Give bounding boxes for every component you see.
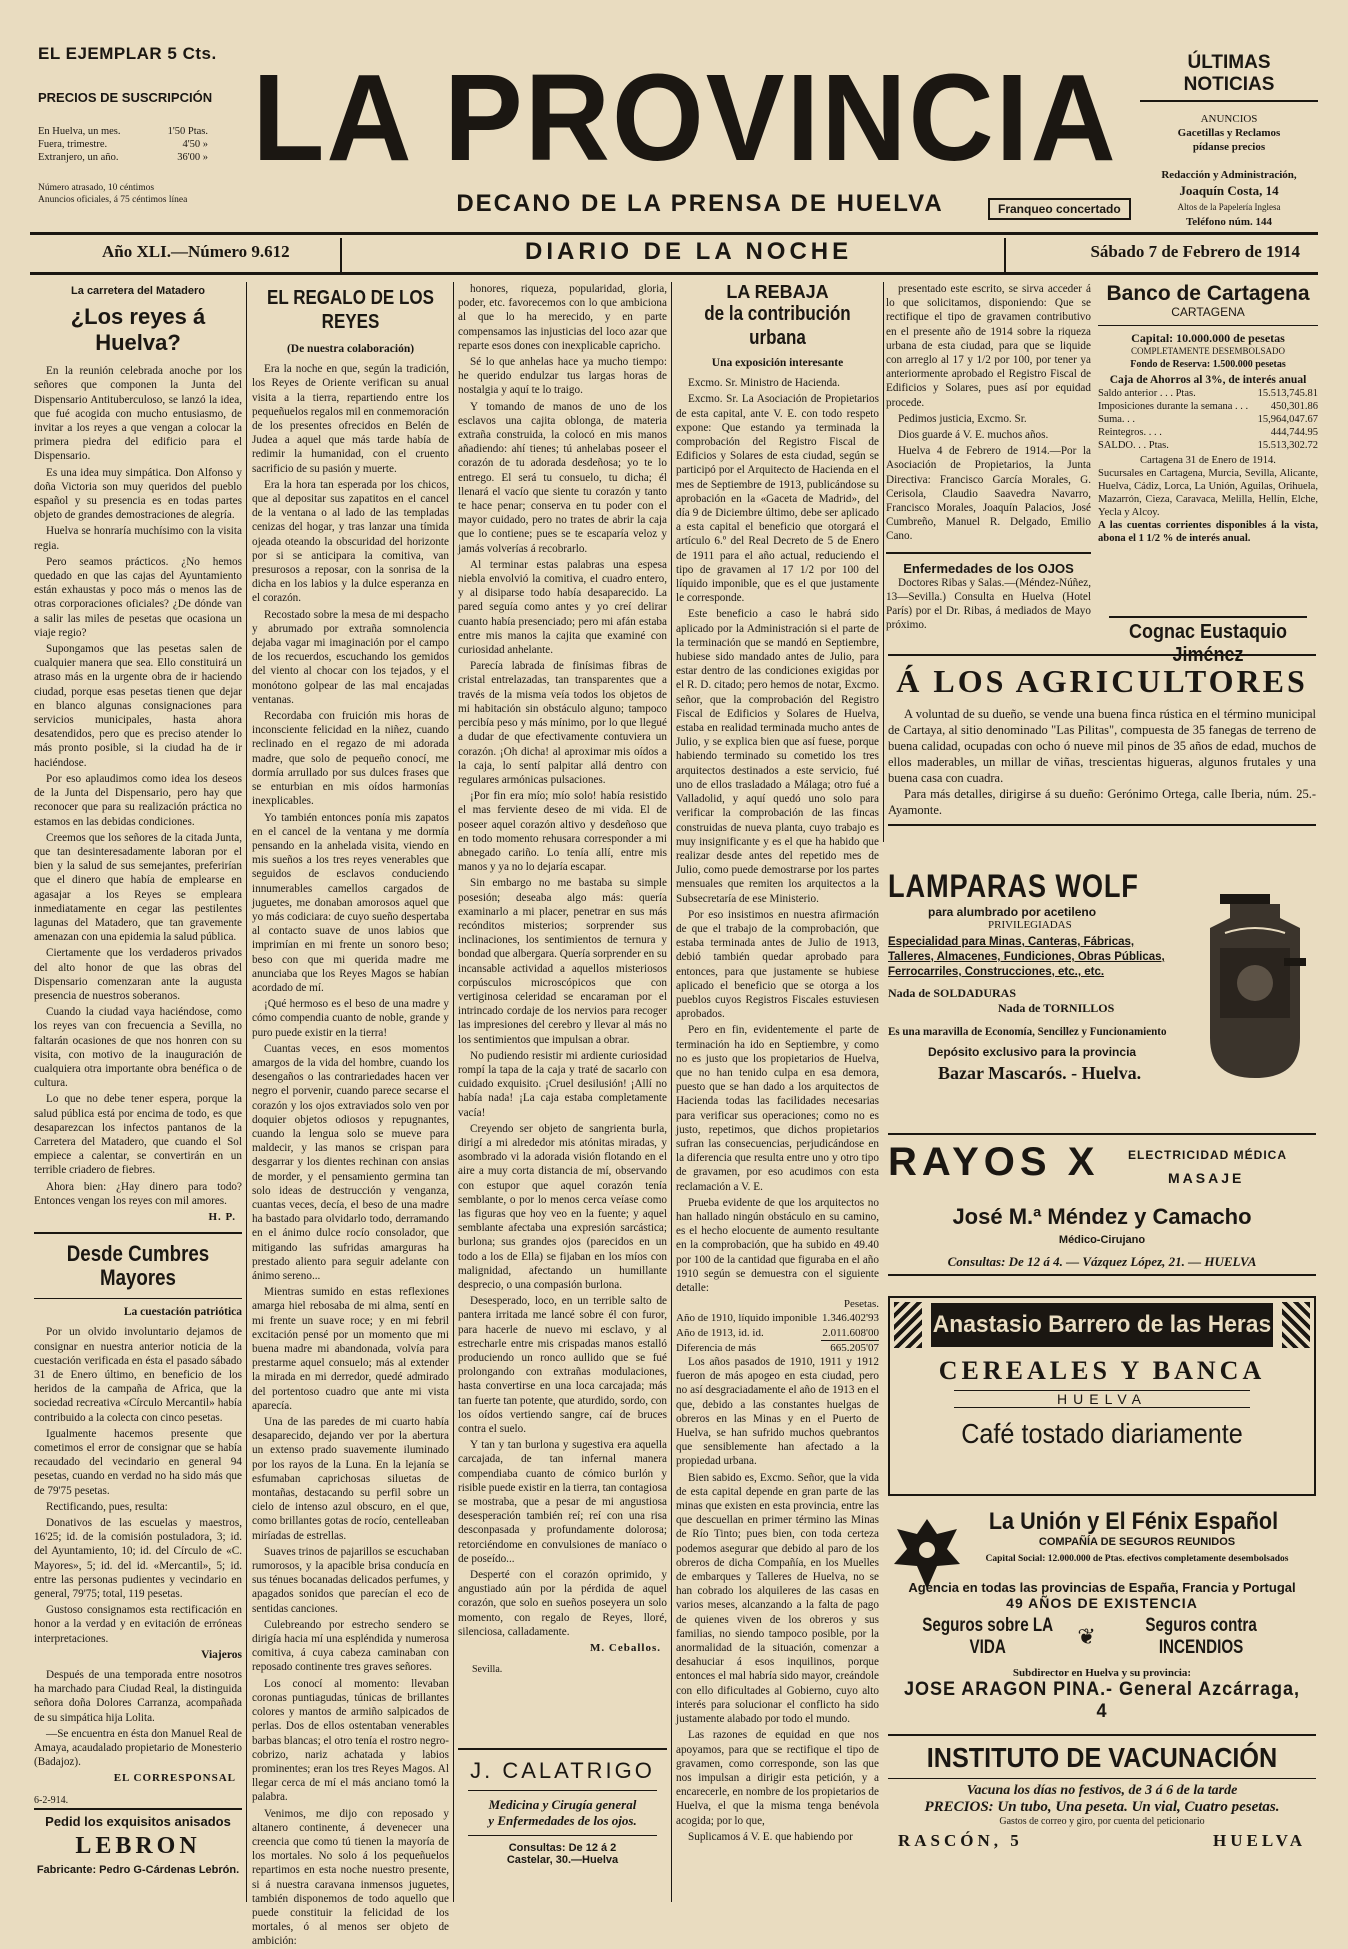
lebron-ad [34,1808,242,1876]
article-signature: H. P. [208,1210,236,1223]
article-headline: de la contribución urbana [704,303,851,349]
barrero-cafe: Café tostado diariamente [961,1418,1243,1449]
union-anos: 49 AÑOS DE EXISTENCIA [1006,1595,1198,1611]
cognac-ad: Cognac Eustaquio Jiménez [1109,616,1307,667]
column-rule [671,282,672,1902]
article-paragraph: Recostado sobre la mesa de mi despacho y abrumado por extraña somnolencia dejaba vagar mi imaginación por el campo de los recuerdos, escuchando los gemidos del viento al chocar con los tejados, y el monótono golpear de las mal encajadas ventanas. [252,608,449,706]
lebron-brand: LEBRON [75,1833,201,1859]
column-4 [676,282,879,1907]
column-3 [458,282,667,1742]
article-paragraph: Suaves trinos de pajarillos se escuchaban rumorosos, y la apacible brisa conducía en sus ténues bocanadas delicados perfumes, y apagados sonidos que parecían el eco de sentidas canciones. [252,1545,449,1615]
article-paragraph: Supongamos que las pesetas salen de cualquier manera que sea. Ello constituirá un atraso más en la urgente obra de ir haciendo ciudad, porque esas pesetas tienen que dejar en blanco algunas consignaciones para servicios municipales, hasta ahora desatendidos, pero que es preciso atender lo más pronto posible, si la ciudad ha de ir haciéndose. [34,643,242,769]
article-paragraph: Cuantas veces, en esos momentos amargos de la vida del hombre, cuando los desengaños o las contrariedades hacen ver negro el porvenir, cuando parece secarse el corazón y los ojos extraviados solo ven por doquier objetos odiosos y repugnantes, cuando la lengua solo se mueve para maldecir, y las manos se crispan para desgarrar y los dientes rechinan con ansias de morder, y el pensamiento germina tan solo ideas de destrucción y venganza, cuantas veces, decía, el beso de una madre ha bastado para olvidarlo todo, derramando en el ánimo dulce rocío consolador, que mitigando las sufridas amarguras ha prestado aliento para seguir adelante con ánimo sereno... [252,1042,449,1282]
subscription-row: Fuera, trimestre. 4'50 » [38,139,208,150]
article-paragraph: Pero seamos prácticos. ¿No hemos quedado en que las cajas del Ayuntamiento están exhaustas y poco más o menos las de otras corporaciones oficiales? ¿De dónde van a salir las miles de pesetas que ocasiona un viaje regio? [34,555,242,639]
masthead-rule-top [30,232,1318,235]
article-paragraph: Desesperado, loco, en un terrible salto de pantera irritada me lancé sobre él con furor, para hacerle de nuevo mi esclavo, y al estrecharle entre mis crispadas manos estalló produciendo un ronco aullido que se fué prolongando con extrañas modulaciones, hasta convertirse en una loca carcajada; más tan fuerte tan potente, que aturdido, sordo, con los oídos vertiendo sangre, caí de bruces contra el suelo. [458,1295,667,1436]
union-sub: COMPAÑÍA DE SEGUROS REUNIDOS [1038,1536,1236,1548]
article-paragraph: presentado este escrito, se sirva acceder á lo que solicitamos, disponiendo: Que se rectifique el tipo de gravamen contributivo en el presente año de 1914 sobre la riqueza urbana de esta ciudad, para que se liquide con arreglo al 17 y 1/2 por 100, por tener ya anteriormente aprobado el Registro Fiscal de Edificios y Solares, pues así por equidad procede. [886,283,1091,409]
calatrigo-consultas: Consultas: De 12 á 2 [508,1842,617,1854]
article-paragraph: Creyendo ser objeto de sangrienta burla, dirigí a mi alrededor mis atónitas miradas, y asombrado vi la adorada visión flotando en el aire a muy corta distancia de mí, observando con estupor que aquel corazón tenía semblante, o por lo menos cerca veíase como las figuras que hoy veo en la fuente; y aquel semblante afectaba una expresión sarcástica; burlona; sus grandes ojos (parecidos en un todo a los de Ella) se fijaban en los míos con malignidad, afectando un humillante desprecio, o una compasión burlona. [458,1122,667,1292]
banco-caja: Caja de Ahorros al 3%, de interés anual [1109,374,1307,386]
article-paragraph: Igualmente hacemos presente que cometimos el error de consignar que se había recaudado del vecindario en general 94 pesetas, cuando en verdad no ha sido más que de 79'75 pesetas. [34,1427,242,1497]
article-paragraph: Ciertamente que los verdaderos privados del alto honor de que las obras del Dispensario comenzaran ante la augusta presencia de nuestros soberanos. [34,947,242,1002]
article-place: Sevilla. [472,1664,503,1676]
value-table [676,1311,879,1355]
article-paragraph: ¡Por fin era mío; mío solo! había resistido el mas ferviente deseo de mi vida. El de poseer aquel corazón altivo y desdeñoso que en todo momento rehusara corresponder a mi abnegado cariño. Lo tenía allí, entre mis manos y ya no lo dejaría escapar. [458,790,667,874]
union-incendios: Seguros contra INCENDIOS [1145,1615,1257,1658]
article-paragraph: Y tomando de manos de uno de los esclavos una cajita oblonga, de materia extraña construida, la colocó en mis manos añadiendo: ahí tienes; tú anhelabas poseer el corazón de tu adorada desdeñosa; yo te lo entrego. El será tu consuelo, tu dicha; él llenará el vacío que siente tu corazón y tanto te hace penar; conserva en tu poder con el mayor cuidado, pero no trates de abrir la caja que lo contiene; pues se te escaparía veloz y jamás volverías á recobrarlo. [458,400,667,555]
article-paragraph: Las razones de equidad en que nos apoyamos, para que se rectifique el tipo de gravamen, como corresponde, son las que nos impulsan a dirigir esta petición, y a encarecerle, en nombre de los propietarios de Huelva, el que la misma tenga benévola acogida; por lo que, [676,1729,879,1827]
wolf-uses: Especialidad para Minas, Canteras, Fábricas, Talleres, Almacenes, Fundiciones, Obras Públicas, Ferrocarriles, Construcciones, etc., etc. [888,936,1165,978]
article-paragraph: Sin embargo no me bastaba su simple posesión; deseaba algo más: quería examinarlo a mi placer, penetrar en sus más recónditos misterios; sorprender sus inclinaciones, los sentimientos de ternura y bondad que albergara. Quería sorprender en su incansable actividad a aquellos misteriosos corpúsculos microscópicos que con vertiginosa celeridad se encaraman por el intrincado cordaje de los nervios para recoger las impresiones del cerebro y llevar al más no los sentimientos que impulsan a obrar. [458,877,667,1046]
table-row: Año de 1910, líquido imponible 1.346.402'93 [676,1312,879,1325]
article-paragraph: Donativos de las escuelas y maestros, 16'25; id. de la comisión postuladora, 3; id. del Ayuntamiento, 10; id. del Círculo de «C. Mayores», 5; id. del id. «Mercantil», 5; id. entre las personas pudientes y vecindario en general, 79'75; total, 119 pesetas. [34,1517,242,1601]
instituto-title: INSTITUTO DE VACUNACIÓN [926,1742,1278,1773]
banco-nota: A las cuentas corrientes disponibles á la vista, abona el 1 1/2 % de interés anual. [1098,520,1318,544]
eagle-icon: ❦ [1077,1624,1096,1649]
article-paragraph: Es una idea muy simpática. Don Alfonso y doña Victoria son muy queridos del pueblo español y su presencia es en todas partes objeto de grandes demostraciones de alegría. [34,466,242,522]
article-paragraph: Pero en fin, evidentemente el parte de terminación ha ido en Septiembre, y como no es justo que los propietarios de Huelva, que no han tenido culpa en esa demora, puesto que se han dado a los arquitectos de Hacienda todas las facilidades necesarias para verificar sus operaciones; como no es justo, repetimos, que dichos propietarios sufran las consecuencias, perjudicándose en la diferencia que resulta entre uno y otro tipo de gravamen, por eso acudimos con esta reclamación a V. E. [676,1024,879,1193]
instituto-address: RASCÓN, 5 [898,1831,1023,1850]
calatrigo-line: y Enfermedades de los ojos. [488,1813,637,1828]
calatrigo-name: J. CALATRIGO [470,1758,655,1783]
issue-date: Sábado 7 de Febrero de 1914 [1090,242,1300,261]
table-row: SALDO. . . Ptas. 15.513,302.72 [1098,440,1318,451]
wolf-maravilla: Es una maravilla de Economía, Sencillez y Funcionamiento [888,1024,1167,1038]
banco-reserva: Fondo de Reserva: 1.500.000 pesetas [1130,359,1286,370]
article-signature: EL CORRESPONSAL [113,1772,236,1785]
table-row: Reintegros. . . . 444,744.95 [1098,427,1318,438]
union-name: La Unión y El Fénix Español [988,1508,1279,1535]
dateline-divider [1004,238,1006,272]
barrero-ad [888,1296,1316,1496]
column-rule [246,282,247,1902]
article-paragraph: ¡Qué hermoso es el beso de una madre y cómo compendia cuanto de noble, grande y puro puede existir en la tierra! [252,998,449,1039]
wolf-deposito: Depósito exclusivo para la provincia [928,1045,1137,1059]
franqueo-stamp: Franqueo concertado [988,198,1131,220]
anuncios-info: ANUNCIOS Gacetillas y Reclamos pídanse precios [1177,113,1281,153]
barrero-name: Anastasio Barrero de las Heras [931,1303,1273,1347]
instituto-city: HUELVA [1213,1831,1306,1850]
ojos-ad-text: Doctores Ribas y Salas.—(Méndez-Núñez, 13—Sevilla.) Consulta en Huelva (Hotel París) por el Dr. Ribas, á mediados de Mayo próximo. [886,576,1091,632]
article-paragraph: Por eso insistimos en nuestra afirmación de que el trabajo de la comprobación, que estaba terminada antes de Julio de 1913, debió también quedar aprobado para entonces, para que justamente se hubiese aplicado el beneficio que se otorga a los pueblos cuyos Registros Fiscales estuviesen aprobados. [676,908,879,1021]
calatrigo-ad [458,1748,667,1866]
article-paragraph: Excmo. Sr. La Asociación de Propietarios de esta capital, ante V. E. con todo respeto expone: Que estando ya terminada la comprobación del Registro Fiscal de Edificios y Solares de esta ciudad, según se participó por el Arquitecto de Hacienda en el mes de Septiembre de 1913, publicándose su aprobación en la «Gaceta de Madrid», del día 9 de Diciembre último, debe ser aplicado a esta capital el beneficio que otorgará el artículo 6.º del Real Decreto de 5 de Enero de 1911 para el año actual, reduciendo el tipo de gravamen al 17 1/2 por 100 del líquido imponible, que es el que justamente le corresponde. [676,393,879,605]
union-capital: Capital Social: 12.000.000 de Ptas. efectivos completamente desembolsados [985,1554,1289,1564]
wolf-title: LAMPARAS WOLF [888,868,1139,904]
article-paragraph: Y tan y tan burlona y sugestiva era aquella carcajada, de tan infernal manera compendiaba cuanto de cómico burlón y risible puede existir en la tierra, tan contagiosa se mostraba, que a pesar de mi angustiosa desesperación también reí; reí con una risa desconpasada y profundamente dolorosa; retorciéndome en convulsiones de maníaco o de poseído... [458,1439,667,1565]
article-paragraph: Parecía labrada de finísimas fibras de cristal entrelazadas, tan transparentes que a través de la misma veía todos los objetos de mi habitación sin obstáculo alguno; tampoco percibía peso y más mínimo, por lo que llegué a dudar de que efectivamente contuviera un corazón. ¡Oh dicha! al aproximar mis oídos a la caja, lo sentí palpitar allá dentro con regulares armónicas pulsaciones. [458,660,667,786]
redaccion-info: Redacción y Administración, Joaquín Costa, 14 Altos de la Papelería Inglesa Teléfono núm. 144 [1161,169,1297,228]
agricultores-title: Á LOS AGRICULTORES [896,663,1308,699]
banco-table [1098,387,1318,452]
article-paragraph: Venimos, me dijo con reposado y altanero continente, á devenecer una creencia que como tú tienen la mayoría de los mortales. No solo á los pequeñuelos repartimos en esta noche nuestro presente, si á nuestra caravana inmensos juguetes, también disponemos de todo aquello que puede constituir la felicidad de los mortales, ó al menos ser objeto de ambición: [252,1807,449,1948]
article-paragraph: Huelva 4 de Febrero de 1914.—Por la Asociación de Propietarios, la Junta Directiva: Francisco García Morales, G. Cerisola, Claudio Saavedra Navarro, Francisco Morales, Joaquín Palacios, José Cumbreño, Manuel R. Delgado, Emilio Cano. [886,445,1091,543]
lamp-illustration [1200,888,1310,1088]
article-separator [886,552,1091,554]
union-agencias: Agencia en todas las provincias de España, Francia y Portugal [908,1580,1296,1595]
union-subdirector: Subdirector en Huelva y su provincia: [1012,1667,1192,1679]
masthead-right-box [1140,52,1318,230]
banco-capital: Capital: 10.000.000 de pesetas [1131,331,1285,345]
rayos-doctor: José M.ª Méndez y Camacho [952,1204,1252,1229]
subscription-row: Extranjero, un año. 36'00 » [38,152,208,163]
rayos-elec: ELECTRICIDAD MÉDICA [1128,1148,1287,1162]
masthead [30,30,1318,230]
instituto-line: PRECIOS: Un tubo, Una peseta. Un vial, Cuatro pesetas. [924,1799,1280,1815]
banco-ad [1098,282,1318,612]
instituto-ad [888,1734,1316,1892]
article-paragraph: Desperté con el corazón oprimido, y angustiado aún por la pérdida de aquel corazón, que solo en sueños poseyera un solo momento, con regalo de Reyes, lloré, silenciosa, calladamente. [458,1569,667,1638]
article-kicker: La carretera del Matadero [71,285,205,297]
wolf-priv: PRIVILEGIADAS [988,919,1072,931]
union-ad [888,1508,1316,1723]
newspaper-subtitle: DECANO DE LA PRENSA DE HUELVA [456,190,944,217]
column-5 [886,282,1091,654]
article-paragraph: Rectificando, pues, resulta: [46,1500,168,1513]
wolf-nada: Nada de TORNILLOS [998,1001,1115,1015]
article-paragraph: Yo también entonces ponía mis zapatos en el cancel de la ventana y me dormía pensando en la anhelada visita, viendo en mis sueños a los tres reyes venerables que seguidos de esclavos conduciendo innumerables camellos cargados de juguetes, me donaban amorosos aquel que yo más codiciara: de cuyo sueño despertaba al contacto suave de unos labios que imprimían en mi frente un sonoro beso; beso con que mi querida madre me anunciaba que los Reyes Magos se habían acordado de mí. [252,811,449,994]
article-paragraph: Al terminar estas palabras una espesa niebla envolvió la comitiva, el cuadro entero, y al disiparse todo había desaparecido. La pared seguía como antes y yo creí delirar cuanto había presenciado; pero mi afán estaba entre mis manos la cajita que examiné con curiosidad anhelante. [458,558,667,657]
article-paragraph: Por un olvido involuntario dejamos de consignar en nuestra anterior noticia de la cuestación verificada en ésta el pasado sábado 31 de Enero último, en beneficio de los heridos de la campaña de Africa, que la sociedad recreativa «Círculo Mercantil» había contribuido a la colecta con cinco pesetas. [34,1326,242,1424]
article-paragraph: Dios guarde á V. E. muchos años. [898,429,1049,442]
table-row: Saldo anterior . . . Ptas. 15.513,745.81 [1098,388,1318,399]
subscription-notes: Número atrasado, 10 céntimos Anuncios oficiales, á 75 céntimos línea [38,183,188,205]
article-subheading: Una exposición interesante [711,357,844,369]
wolf-ad [888,868,1316,1135]
instituto-line: Vacuna los días no festivos, de 3 á 6 de la tarde [966,1783,1238,1798]
union-jose: JOSE ARAGON PINA.- General Azcárraga, 4 [904,1679,1300,1722]
rayos-masaje: MASAJE [1168,1170,1245,1186]
article-paragraph: No pudiendo resistir mi ardiente curiosidad rompí la tapa de la caja y traté de sacarlo con cuidado exquisito. ¡Cruel desilusión! ¡Allí no había nada! ¡La caja estaba completamente vacía! [458,1049,667,1119]
price-per-copy: EL EJEMPLAR 5 Cts. [38,44,217,63]
article-paragraph: Gustoso consignamos esta rectificación en honor a la verdad y en evitación de erróneas interpretaciones. [34,1604,242,1645]
banco-title: Banco de Cartagena [1106,282,1310,305]
subscription-box [38,44,238,206]
article-date: 6-2-914. [34,1794,69,1806]
article-paragraph: Recordaba con fruición mis horas de inconsciente felicidad en la niñez, cuando reclinado en el regazo de mi adorada madre, que solo de pequeño conocí, me dormía arrullado por sus dulces frases que se enturbian en mis oídos harmonías inexplicables. [252,710,449,808]
wolf-bazar: Bazar Mascarós. - Huelva. [938,1063,1142,1083]
banco-city: CARTAGENA [1171,305,1245,319]
article-paragraph: Pedimos justicia, Excmo. Sr. [898,412,1027,425]
column-rule [883,282,884,842]
column-rule [453,282,454,1902]
article-paragraph: Creemos que los señores de la citada Junta, que tan desinteresadamente laboran por el bien y la salud de sus semejantes, preferirían que el dinero que había de emplearse en agasajar a los Reyes se empleara inmediatamente en cegar las pestilentes lagunas del Matadero, que tan gravemente amenazan con una epidemia la salud pública. [34,831,242,944]
article-headline: EL REGALO DE LOS REYES [267,287,434,333]
table-unit: Pesetas. [843,1298,879,1311]
article-paragraph: Mientras sumido en estas reflexiones amarga hiel rebosaba de mi alma, sentí en mi frente un suave roce; y en mi febril excitación pensé por un momento que mi buena madre mi abandonada, volvía para prestarme aquel consuelo; más al extender la mirada en mi derredor, quedé admirado del portentoso cuadro que ante mi vista aparecía. [252,1286,449,1412]
ornament-icon [1282,1302,1310,1348]
article-paragraph: Culebreando por estrecho sendero se dirigía hacia mí una espléndida y numerosa comitiva, á cuya cabeza caminaban con reposado continente tres graves señores. [252,1618,449,1674]
article-paragraph: Huelva se honraría muchísimo con la visita regia. [34,525,242,552]
article-paragraph: Después de una temporada entre nosotros ha marchado para Ciudad Real, la distinguida señora doña Dolores Carranza, acompañada de su simpática hija Lolita. [34,1669,242,1724]
newspaper-title: LA PROVINCIA [252,48,1118,188]
article-paragraph: Este beneficio a caso le habrá sido aplicado por la Administración si el parte de la terminación que se mandó en Septiembre, hubiese sido mandado antes de Julio, para estar dentro de las condiciones exigidas por el R. D. citado; pero hemos de notar, Excmo. señor, que la comprobación del Registro Fiscal de Edificios y Solares de Huelva, estaba en realidad terminada mucho antes de Julio, y se explica bien que así fuese, porque habiendo terminado su cometido los tres arquitectos destinados a este servicio, fué uno de ellos trasladado a Málaga; otro fué a Valladolid, y aquí quedó uno solo para verificar la comprobación de las fincas construidas de nueva planta, cuyo trabajo es muy insignificante y es el que ha habido que realizar desde antes del repetido mes de Julio, como puede demostrarse por los partes mensuales que remiten los arquitectos a la Subsecretaría de ese Ministerio. [676,608,879,905]
rayos-title: RAYOS X [888,1140,1100,1184]
calatrigo-address: Castelar, 30.—Huelva [506,1854,619,1866]
article-paragraph: Una de las paredes de mi cuarto había desaparecido, dejando ver por la abertura un extenso prado suavemente iluminado por los rayos de la Luna. En la lejanía se esfumaban caprichosas siluetas de montañas, destacando su perfil sobre un cielo de intenso azul obscuro, en el que, como brillantes gotas de rocío, centelleaban miríadas de estrellas. [252,1416,449,1542]
article-subheading: (De nuestra colaboración) [286,343,415,355]
dateline-divider [340,238,342,272]
rayos-consultas: Consultas: De 12 á 4. — Vázquez López, 21. — HUELVA [888,1254,1316,1276]
article-paragraph: Los años pasados de 1910, 1911 y 1912 fueron de más apogeo en esta ciudad, pero no así desgraciadamente el año de 1913 en el que, debido a las constantes huelgas de obreros en las Minas y en el Puerto de Huelva, se han sufrido muchos quebrantos que sensiblemente han afectado a la propiedad urbana. [676,1356,879,1468]
article-paragraph: Lo que no debe tener espera, porque la salud pública está por encima de todo, es que desaparezcan los infectos pantanos de la Carretera del Matadero, que cuando el Sol empiece a calentar, se convertirán en un terrible criadero de fiebres. [34,1093,242,1177]
instituto-line: Gastos de correo y giro, por cuenta del peticionario [999,1816,1205,1827]
barrero-city: HUELVA [954,1390,1250,1408]
union-vida: Seguros sobre LA VIDA [922,1615,1054,1658]
article-paragraph: En la reunión celebrada anoche por los señores que componen la Junta del Dispensario Antituberculoso, se lanzó la idea, que fué acogida con mucho entusiasmo, de invitar a los reyes a que vengan a colocar la primera piedra del edificio para el Dispensario. [34,365,242,463]
article-paragraph: Bien sabido es, Excmo. Señor, que la vida de esta capital depende en gran parte de las minas que existen en esta provincia, entre las que descuellan en primer término las Minas de Río Tinto; pues bien, con toda certeza podemos asegurar que debido al paro de los obreros de dicha Compañía, en los Muelles de embarques y Talleres de Huelva, no se han cobrado los alquileres de las casas en varios meses, alcanzando a la falta de pago de quienes viven de los obreros y sus familias, no siendo tampoco posible, por la anormalidad de la situación, comenzar a desahuciar á esos inquilinos, porque entonces el mal habría sido mayor, creándole con ello dificultades al Gobierno, cuyo alto interés para solucionar el conflicto ha sido justamente alabado por todo el mundo. [676,1471,879,1726]
agricultores-contact: Para más detalles, dirigirse á su dueño: Gerónimo Ortega, calle Iberia, núm. 25.-Ayamonte. [888,787,1316,817]
dateline [30,236,1318,272]
column-2 [252,282,449,1948]
wolf-nada: Nada de SOLDADURAS [888,986,1017,1000]
wolf-sub: para alumbrado por acetileno [928,905,1097,919]
article-paragraph: Los conocí al momento: llevaban coronas puntiagudas, túnicas de brillantes colores y mantos de armiño salpicados de perlas. Dos de ellos ostentaban venerables barbas blancas; el otro tenía el rostro negro-cobrizo, nariz achatada y labios prominentes; eran los tres Reyes Magos. Al llegar cerca de mí el más anciano tomó la palabra. [252,1677,449,1804]
calatrigo-line: Medicina y Cirugía general [488,1797,637,1812]
article-paragraph: Sé lo que anhelas hace ya mucho tiempo: he querido endulzar tus largas horas de nostalgia y aquí te lo traigo. [458,356,667,397]
banco-desembolsado: COMPLETAMENTE DESEMBOLSADO [1130,346,1286,356]
article-headline: ¿Los reyes á Huelva? [70,304,206,356]
barrero-cereales: CEREALES Y BANCA [938,1356,1266,1385]
article-paragraph: —Se encuentra en ésta don Manuel Real de Amaya, acaudalado propietario de Monesterio (Badajoz). [34,1727,242,1769]
issue-number: Año XLI.—Número 9.612 [102,242,290,261]
ultimas-noticias: ÚLTIMAS NOTICIAS [1140,52,1318,102]
rayos-ad [888,1140,1316,1280]
article-paragraph: Excmo. Sr. Ministro de Hacienda. [688,377,840,390]
subscription-title: PRECIOS DE SUSCRIPCIÓN [38,90,213,105]
lebron-ad-title: Pedid los exquisitos anisados [45,1814,231,1829]
article-headline: LA REBAJA [726,282,829,302]
banco-fecha: Cartagena 31 de Enero de 1914. [1140,455,1276,466]
article-paragraph: Cuando la ciudad vaya haciéndose, como los reyes van con frecuencia a Sevilla, no faltarán ocasiones de que nos honren con su visita, con motivo de la inauguración de cualquiera otra importante obra benéfica o de cultura. [34,1006,242,1090]
article-headline: Desde Cumbres Mayores [66,1241,210,1291]
article-paragraph: Era la hora tan esperada por los chicos, que al depositar sus zapatitos en el cancel de la ventana o al lado de las templadas cenizas del hogar, y tras lanzar una tímida ojeada oteando la obscuridad del horizonte por si se anticipara la comitiva, van presurosos a reposar, con la sonrisa de la dicha en los labios y la dulce esperanza en el corazón. [252,478,449,605]
agricultores-ad [888,654,1316,826]
masthead-rule-bottom [30,272,1318,275]
subscription-rows [38,125,238,164]
article-signature: M. Ceballos. [590,1642,661,1655]
article-separator [34,1232,242,1234]
article-separator [34,1298,242,1299]
table-row: Suma. . . 15,964,047.67 [1098,414,1318,425]
article-paragraph: Era la noche en que, según la tradición, los Reyes de Oriente verifican su anual visita a la tierra, repartiendo entre los pequeñuelos regalos mil en conmemoración de los presentes ofrecidos en Belén de Judea a aquel que más tarde había de redimir la humanidad, con el cruento sacrificio de su pasión y muerte. [252,363,449,475]
table-row: Año de 1913, id. id. 2.011.608'00 [676,1326,879,1339]
table-row: Diferencia de más 665.205'07 [676,1341,879,1354]
article-subheading: La cuestación patriótica [123,1306,242,1319]
rayos-especialidad: Médico-Cirujano [1058,1234,1146,1246]
article-paragraph: honores, riqueza, popularidad, gloria, poder, etc. favorecemos con lo que ambiciona al que lo ha merecido, y en parte compensamos las injusticias del loco azar que reparte esos dones con inexplicable capricho. [458,283,667,352]
article-paragraph: Por eso aplaudimos como idea los deseos de la Junta del Dispensario, pero hay que reconocer que para su realización práctica no estamos en las debidas condiciones. [34,772,242,828]
banco-sucursales: Sucursales en Cartagena, Murcia, Sevilla, Alicante, Huelva, Cádiz, Lorca, La Unión, Aguilas, Orihuela, Mazarrón, Cieza, Caravaca, Melilla, Hellín, Elche, Yecla y Alcoy. [1098,468,1318,518]
subscription-row: En Huelva, un mes. 1'50 Ptas. [38,126,208,137]
ornament-icon [894,1302,922,1348]
article-paragraph: Prueba evidente de que los arquitectos no han hallado ningún obstáculo en su camino, es el hecho elocuente de aumento resultante en la comprobación, que ha subido en 49.40 por 100 de la cantidad que figuraba en el año 1910 según se demuestra con el siguiente detalle: [676,1196,879,1294]
lebron-maker: Fabricante: Pedro G-Cárdenas Lebrón. [36,1864,240,1876]
article-subheading: Viajeros [201,1648,242,1661]
diario-label: DIARIO DE LA NOCHE [525,238,853,265]
table-row: Imposiciones durante la semana . . . 450,301.86 [1098,401,1318,412]
column-1 [34,282,242,1902]
article-paragraph: Ahora bien: ¿Hay dinero para todo? Entonces vengan los reyes con mil amores. [34,1180,242,1207]
article-paragraph: Suplicamos á V. E. que habiendo por [688,1830,853,1843]
ojos-ad-title: Enfermedades de los OJOS [903,560,1074,576]
agricultores-text: A voluntad de su dueño, se vende una buena finca rústica en el término municipal de Cartaya, al sitio denominado "Las Pilitas", compuesta de 35 fanegas de terreno de buena calidad, ocupadas con ocho ó nueve mil pinos de 35 años de edad, muchos de ellos maderables, un millar de viñas, trescientas higueras, algunos frutales y una buena casa con cuadra. [888,707,1316,785]
